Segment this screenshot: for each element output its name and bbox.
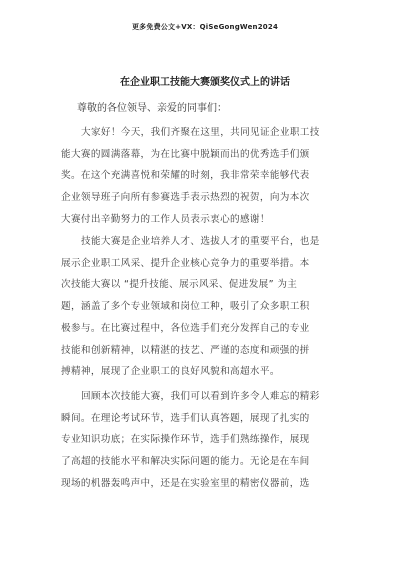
paragraph-line: 回顾本次技能大赛，我们可以看到许多令人难忘的精彩 xyxy=(81,391,320,402)
paragraph-line: 技能大赛是企业培养人才、选拔人才的重要平台，也是 xyxy=(81,236,320,247)
greeting-line: 尊敬的各位领导、亲爱的同事们： xyxy=(77,103,227,114)
paragraph-line: 瞬间。在理论考试环节，选手们认真答题，展现了扎实的 xyxy=(61,412,310,424)
paragraph-line: 专业知识功底；在实际操作环节，选手们熟练操作，展现 xyxy=(61,434,310,446)
paragraph-line: 能大赛的圆满落幕，为在比赛中脱颖而出的优秀选手们颁 xyxy=(61,148,310,160)
paragraph-line: 现场的机器轰鸣声中，还是在实验室里的精密仪器前，选 xyxy=(61,477,310,489)
paragraph-review xyxy=(61,386,349,495)
paragraph-line: 奖。在这个充满喜悦和荣耀的时刻，我非常荣幸能够代表 xyxy=(61,170,310,182)
paragraph-line: 大家好！今天，我们齐聚在这里，共同见证企业职工技 xyxy=(81,127,320,138)
header-promo-note: 更多免费公文+VX：QiSeGongWen2024 xyxy=(131,23,279,31)
paragraph-line: 企业领导班子向所有参赛选手表示热烈的祝贺，向为本次 xyxy=(61,192,310,204)
paragraph-line: 次技能大赛以 “提升技能、展示风采、促进发展” 为主 xyxy=(61,279,298,291)
paragraph-line: 搏精神，展现了企业职工的良好风貌和高超水平。 xyxy=(61,366,280,378)
paragraph-opening xyxy=(61,122,349,231)
document-title: 在企业职工技能大赛颁奖仪式上的讲话 xyxy=(120,77,290,88)
paragraph-line: 展示企业职工风采、提升企业核心竞争力的重要举措。本 xyxy=(61,257,310,269)
paragraph-line: 大赛付出辛勤努力的工作人员表示衷心的感谢！ xyxy=(61,213,270,225)
paragraph-line: 题，涵盖了多个专业领域和岗位工种，吸引了众多职工积 xyxy=(61,301,310,313)
paragraph-line: 极参与。在比赛过程中，各位选手们充分发挥自己的专业 xyxy=(61,322,310,334)
paragraph-line: 技能和创新精神，以精湛的技艺、严谨的态度和顽强的拼 xyxy=(61,344,310,356)
paragraph-significance xyxy=(61,231,349,383)
paragraph-line: 了高超的技能水平和解决实际问题的能力。无论是在车间 xyxy=(61,456,310,468)
